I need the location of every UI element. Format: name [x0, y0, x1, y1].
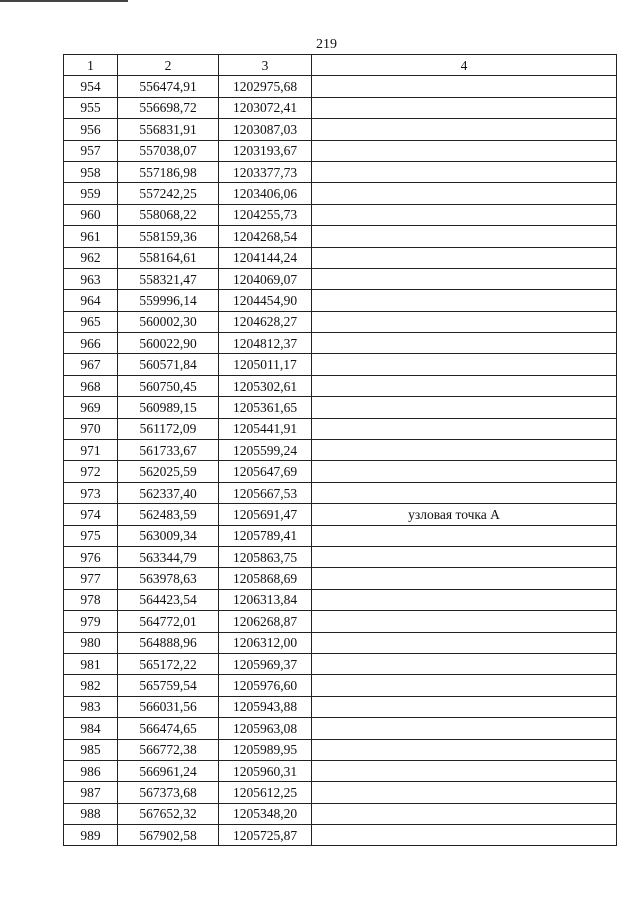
note-cell: [312, 97, 617, 118]
y-coordinate-cell: 1205647,69: [219, 461, 312, 482]
x-coordinate-cell: 556698,72: [118, 97, 219, 118]
note-cell: [312, 397, 617, 418]
x-coordinate-cell: 566961,24: [118, 760, 219, 781]
table-row: [64, 653, 617, 674]
note-cell: [312, 247, 617, 268]
x-coordinate-cell: 563009,34: [118, 525, 219, 546]
y-coordinate-cell: 1205868,69: [219, 568, 312, 589]
point-number-cell: 979: [64, 611, 118, 632]
table-row: [64, 589, 617, 610]
note-cell: [312, 226, 617, 247]
x-coordinate-cell: 560002,30: [118, 311, 219, 332]
header-col-2: 2: [118, 55, 219, 76]
table-row: [64, 504, 617, 525]
y-coordinate-cell: 1205969,37: [219, 653, 312, 674]
x-coordinate-cell: 566031,56: [118, 696, 219, 717]
y-coordinate-cell: 1205667,53: [219, 482, 312, 503]
table-row: [64, 418, 617, 439]
table-row: [64, 375, 617, 396]
point-number-cell: 954: [64, 76, 118, 97]
table-row: [64, 333, 617, 354]
x-coordinate-cell: 562337,40: [118, 482, 219, 503]
y-coordinate-cell: 1204268,54: [219, 226, 312, 247]
point-number-cell: 989: [64, 825, 118, 846]
x-coordinate-cell: 561733,67: [118, 440, 219, 461]
x-coordinate-cell: 567652,32: [118, 803, 219, 824]
y-coordinate-cell: 1206312,00: [219, 632, 312, 653]
table-row: [64, 268, 617, 289]
note-cell: [312, 782, 617, 803]
point-number-cell: 982: [64, 675, 118, 696]
y-coordinate-cell: 1204069,07: [219, 268, 312, 289]
table-row: [64, 183, 617, 204]
note-cell: [312, 140, 617, 161]
table-row: [64, 546, 617, 567]
point-number-cell: 981: [64, 653, 118, 674]
table-row: [64, 247, 617, 268]
point-number-cell: 986: [64, 760, 118, 781]
note-cell: [312, 632, 617, 653]
point-number-cell: 974: [64, 504, 118, 525]
y-coordinate-cell: 1205789,41: [219, 525, 312, 546]
table-row: [64, 568, 617, 589]
table-row: [64, 675, 617, 696]
note-cell: [312, 76, 617, 97]
point-number-cell: 969: [64, 397, 118, 418]
x-coordinate-cell: 557186,98: [118, 161, 219, 182]
point-number-cell: 978: [64, 589, 118, 610]
table-row: [64, 226, 617, 247]
x-coordinate-cell: 562025,59: [118, 461, 219, 482]
point-number-cell: 966: [64, 333, 118, 354]
y-coordinate-cell: 1204628,27: [219, 311, 312, 332]
table-row: [64, 525, 617, 546]
x-coordinate-cell: 560989,15: [118, 397, 219, 418]
y-coordinate-cell: 1203406,06: [219, 183, 312, 204]
note-cell: [312, 161, 617, 182]
point-number-cell: 972: [64, 461, 118, 482]
y-coordinate-cell: 1205441,91: [219, 418, 312, 439]
x-coordinate-cell: 564423,54: [118, 589, 219, 610]
header-col-1: 1: [64, 55, 118, 76]
point-number-cell: 964: [64, 290, 118, 311]
note-cell: [312, 825, 617, 846]
note-cell: [312, 290, 617, 311]
point-number-cell: 985: [64, 739, 118, 760]
note-cell: [312, 568, 617, 589]
note-cell: [312, 440, 617, 461]
scan-edge-mark: [0, 0, 128, 2]
y-coordinate-cell: 1205612,25: [219, 782, 312, 803]
table-row: [64, 290, 617, 311]
table-row: [64, 718, 617, 739]
x-coordinate-cell: 566772,38: [118, 739, 219, 760]
x-coordinate-cell: 562483,59: [118, 504, 219, 525]
y-coordinate-cell: 1203087,03: [219, 119, 312, 140]
x-coordinate-cell: 563978,63: [118, 568, 219, 589]
x-coordinate-cell: 565172,22: [118, 653, 219, 674]
table-row: [64, 696, 617, 717]
point-number-cell: 977: [64, 568, 118, 589]
table-row: [64, 76, 617, 97]
x-coordinate-cell: 558321,47: [118, 268, 219, 289]
y-coordinate-cell: 1205960,31: [219, 760, 312, 781]
x-coordinate-cell: 560750,45: [118, 375, 219, 396]
point-number-cell: 957: [64, 140, 118, 161]
x-coordinate-cell: 559996,14: [118, 290, 219, 311]
x-coordinate-cell: 560022,90: [118, 333, 219, 354]
x-coordinate-cell: 560571,84: [118, 354, 219, 375]
note-cell: [312, 204, 617, 225]
y-coordinate-cell: 1205361,65: [219, 397, 312, 418]
x-coordinate-cell: 566474,65: [118, 718, 219, 739]
x-coordinate-cell: 557242,25: [118, 183, 219, 204]
table-row: [64, 140, 617, 161]
note-cell: [312, 739, 617, 760]
x-coordinate-cell: 556474,91: [118, 76, 219, 97]
y-coordinate-cell: 1202975,68: [219, 76, 312, 97]
y-coordinate-cell: 1204255,73: [219, 204, 312, 225]
note-cell: [312, 803, 617, 824]
point-number-cell: 963: [64, 268, 118, 289]
note-cell: [312, 375, 617, 396]
table-row: [64, 739, 617, 760]
note-cell: [312, 525, 617, 546]
point-number-cell: 973: [64, 482, 118, 503]
x-coordinate-cell: 563344,79: [118, 546, 219, 567]
point-number-cell: 959: [64, 183, 118, 204]
table-row: [64, 440, 617, 461]
note-cell: [312, 718, 617, 739]
point-number-cell: 984: [64, 718, 118, 739]
note-cell: [312, 354, 617, 375]
point-number-cell: 971: [64, 440, 118, 461]
x-coordinate-cell: 556831,91: [118, 119, 219, 140]
y-coordinate-cell: 1205863,75: [219, 546, 312, 567]
y-coordinate-cell: 1205963,08: [219, 718, 312, 739]
y-coordinate-cell: 1205691,47: [219, 504, 312, 525]
note-cell: [312, 675, 617, 696]
table-body: [64, 76, 617, 846]
note-cell: [312, 333, 617, 354]
table-row: [64, 482, 617, 503]
note-cell: [312, 760, 617, 781]
note-cell: [312, 653, 617, 674]
point-number-cell: 980: [64, 632, 118, 653]
table-row: [64, 803, 617, 824]
table-header-row: [64, 55, 617, 76]
table-row: [64, 354, 617, 375]
point-number-cell: 956: [64, 119, 118, 140]
point-number-cell: 970: [64, 418, 118, 439]
coordinates-table: [63, 54, 617, 846]
table-row: [64, 397, 617, 418]
x-coordinate-cell: 564772,01: [118, 611, 219, 632]
point-number-cell: 961: [64, 226, 118, 247]
point-number-cell: 968: [64, 375, 118, 396]
x-coordinate-cell: 558159,36: [118, 226, 219, 247]
y-coordinate-cell: 1203377,73: [219, 161, 312, 182]
y-coordinate-cell: 1204812,37: [219, 333, 312, 354]
table-row: [64, 611, 617, 632]
x-coordinate-cell: 567373,68: [118, 782, 219, 803]
x-coordinate-cell: 564888,96: [118, 632, 219, 653]
table-row: [64, 825, 617, 846]
note-cell: [312, 119, 617, 140]
y-coordinate-cell: 1205943,88: [219, 696, 312, 717]
note-cell: [312, 589, 617, 610]
table-row: [64, 204, 617, 225]
x-coordinate-cell: 567902,58: [118, 825, 219, 846]
y-coordinate-cell: 1205725,87: [219, 825, 312, 846]
y-coordinate-cell: 1205011,17: [219, 354, 312, 375]
table-row: [64, 461, 617, 482]
point-number-cell: 987: [64, 782, 118, 803]
x-coordinate-cell: 561172,09: [118, 418, 219, 439]
y-coordinate-cell: 1205599,24: [219, 440, 312, 461]
x-coordinate-cell: 557038,07: [118, 140, 219, 161]
note-cell: [312, 418, 617, 439]
point-number-cell: 988: [64, 803, 118, 824]
y-coordinate-cell: 1205348,20: [219, 803, 312, 824]
x-coordinate-cell: 565759,54: [118, 675, 219, 696]
note-cell: [312, 696, 617, 717]
table-row: [64, 782, 617, 803]
y-coordinate-cell: 1204454,90: [219, 290, 312, 311]
x-coordinate-cell: 558164,61: [118, 247, 219, 268]
y-coordinate-cell: 1206268,87: [219, 611, 312, 632]
point-number-cell: 983: [64, 696, 118, 717]
note-cell: [312, 268, 617, 289]
note-cell: [312, 311, 617, 332]
page-number: 219: [316, 37, 337, 52]
table-row: [64, 760, 617, 781]
point-number-cell: 955: [64, 97, 118, 118]
y-coordinate-cell: 1203193,67: [219, 140, 312, 161]
note-cell: [312, 611, 617, 632]
header-col-4: 4: [312, 55, 617, 76]
table-row: [64, 97, 617, 118]
y-coordinate-cell: 1205302,61: [219, 375, 312, 396]
note-text: узловая точка А: [408, 506, 500, 522]
point-number-cell: 962: [64, 247, 118, 268]
header-col-3: 3: [219, 55, 312, 76]
table-row: [64, 632, 617, 653]
note-cell: [312, 504, 617, 525]
y-coordinate-cell: 1203072,41: [219, 97, 312, 118]
table-row: [64, 311, 617, 332]
point-number-cell: 960: [64, 204, 118, 225]
y-coordinate-cell: 1205976,60: [219, 675, 312, 696]
point-number-cell: 958: [64, 161, 118, 182]
note-cell: [312, 546, 617, 567]
point-number-cell: 965: [64, 311, 118, 332]
point-number-cell: 975: [64, 525, 118, 546]
note-cell: [312, 482, 617, 503]
table-row: [64, 161, 617, 182]
note-cell: [312, 183, 617, 204]
point-number-cell: 967: [64, 354, 118, 375]
point-number-cell: 976: [64, 546, 118, 567]
y-coordinate-cell: 1206313,84: [219, 589, 312, 610]
table-row: [64, 119, 617, 140]
note-cell: [312, 461, 617, 482]
y-coordinate-cell: 1204144,24: [219, 247, 312, 268]
y-coordinate-cell: 1205989,95: [219, 739, 312, 760]
x-coordinate-cell: 558068,22: [118, 204, 219, 225]
